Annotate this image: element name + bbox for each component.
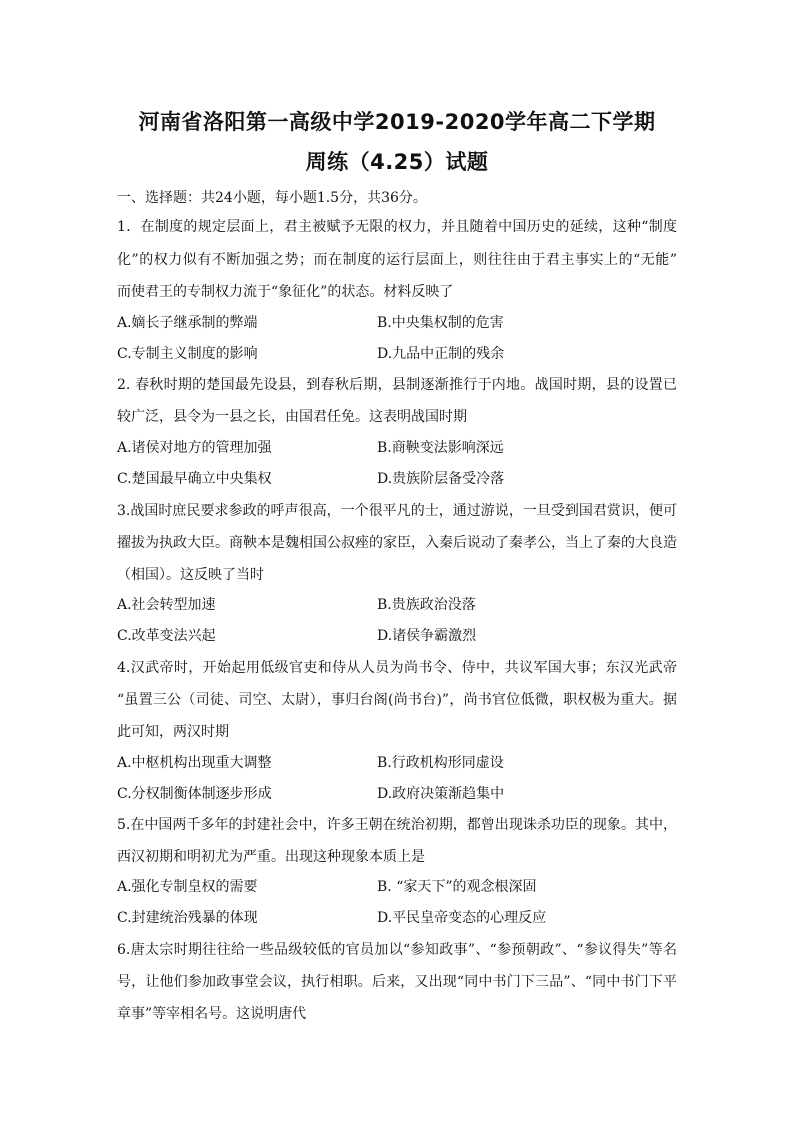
question-4-option-b: B.行政机构形同虚设 xyxy=(377,755,504,771)
question-1-line-1: 1．在制度的规定层面上，君主被赋予无限的权力，并且随着中国历史的延续，这种“制度 xyxy=(117,219,677,235)
question-4-option-d: D.政府决策渐趋集中 xyxy=(377,786,505,802)
question-5-option-b: B. “家天下”的观念根深固 xyxy=(377,879,537,895)
question-3-option-a: A.社会转型加速 xyxy=(117,597,216,613)
question-1-line-3: 而使君王的专制权力流于“象征化”的状态。材料反映了 xyxy=(117,284,454,300)
question-1-option-d: D.九品中正制的残余 xyxy=(377,346,505,362)
question-4-line-2: “虽置三公（司徒、司空、太尉），事归台阁(尚书台)”，尚书官位低微，职权极为重大。据 xyxy=(117,692,677,708)
question-3-option-d: D.诸侯争霸激烈 xyxy=(377,628,477,644)
question-2-option-a: A.诸侯对地方的管理加强 xyxy=(117,440,272,456)
document-title-line-1: 河南省洛阳第一高级中学2019-2020学年高二下学期 xyxy=(138,110,656,134)
question-2-option-d: D.贵族阶层备受冷落 xyxy=(377,471,505,487)
question-4-line-1: 4.汉武帝时，开始起用低级官吏和侍从人员为尚书令、侍中，共议军国大事；东汉光武帝 xyxy=(117,660,677,676)
question-5-option-c: C.封建统治残暴的体现 xyxy=(117,910,258,926)
question-3-line-3: （相国）。这反映了当时 xyxy=(117,567,264,583)
question-3-line-2: 擢拔为执政大臣。商鞅本是魏相国公叔痤的家臣，入秦后说动了秦孝公，当上了秦的大良造 xyxy=(117,535,677,551)
question-6-line-1: 6.唐太宗时期往往给一些品级较低的官员加以“参知政事”、“参预朝政”、“参议得失”等名 xyxy=(117,942,677,958)
question-5-line-1: 5.在中国两千多年的封建社会中，许多王朝在统治初期，都曾出现诛杀功臣的现象。其中， xyxy=(117,817,677,833)
question-1-line-2: 化”的权力似有不断加强之势；而在制度的运行层面上，则往往由于君主事实上的“无能” xyxy=(117,252,677,268)
question-5-option-d: D.平民皇帝变态的心理反应 xyxy=(377,910,547,926)
question-3-line-1: 3.战国时庶民要求参政的呼声很高，一个很平凡的士，通过游说，一旦受到国君赏识，便可 xyxy=(117,503,677,519)
question-4-line-3: 此可知，两汉时期 xyxy=(117,724,229,740)
question-6-line-3: 章事”等宰相名号。这说明唐代 xyxy=(117,1006,307,1022)
question-6-line-2: 号，让他们参加政事堂会议，执行相职。后来，又出现“同中书门下三品”、“同中书门下平 xyxy=(117,974,677,990)
question-5-option-a: A.强化专制皇权的需要 xyxy=(117,879,258,895)
section-heading: 一、选择题：共24小题，每小题1.5分，共36分。 xyxy=(117,190,427,206)
question-4-option-a: A.中枢机构出现重大调整 xyxy=(117,755,272,771)
question-2-line-1: 2. 春秋时期的楚国最先设县，到春秋后期，县制逐渐推行于内地。战国时期，县的设置已 xyxy=(117,377,677,393)
question-3-option-c: C.改革变法兴起 xyxy=(117,628,216,644)
question-5-line-2: 西汉初期和明初尤为严重。出现这种现象本质上是 xyxy=(117,849,425,865)
question-2-option-c: C.楚国最早确立中央集权 xyxy=(117,471,272,487)
question-1-option-a: A.嫡长子继承制的弊端 xyxy=(117,315,258,331)
question-1-option-b: B.中央集权制的危害 xyxy=(377,315,504,331)
question-3-option-b: B.贵族政治没落 xyxy=(377,597,476,613)
question-1-option-c: C.专制主义制度的影响 xyxy=(117,346,258,362)
question-2-option-b: B.商鞅变法影响深远 xyxy=(377,440,504,456)
question-4-option-c: C.分权制衡体制逐步形成 xyxy=(117,786,272,802)
document-title-line-2: 周练（4.25）试题 xyxy=(305,150,489,174)
question-2-line-2: 较广泛，县令为一县之长，由国君任免。这表明战国时期 xyxy=(117,409,467,425)
